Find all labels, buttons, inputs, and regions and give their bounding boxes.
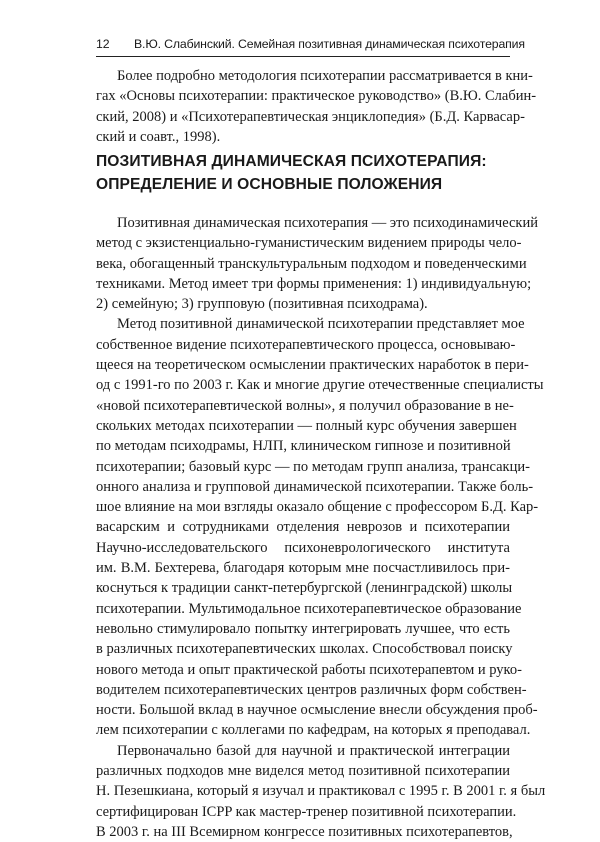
page-number: 12: [96, 37, 110, 51]
text-line: В 2003 г. на III Всемирном конгрессе позитивных психотерапевтов,: [96, 823, 513, 840]
text-line: невольно стимулировало попытку интегрировать лучшее, что есть: [96, 620, 510, 637]
body-text: [96, 213, 546, 842]
section-heading: [96, 150, 510, 196]
text-line: шое влияние на мои взгляды оказало общение с профессором Б.Д. Кар-: [96, 499, 539, 516]
running-title: В.Ю. Слабинский. Семейная позитивная динамическая психотерапия: [134, 37, 525, 51]
text-line: в различных психотерапевтических школах. Способствовал поиску: [96, 641, 513, 658]
text-line: Более подробно методология психотерапии рассматривается в кни-: [117, 68, 533, 84]
text-line: сертифицирован ICPP как мастер-тренер позитивной психотерапии.: [96, 803, 517, 820]
text-line: скольких методах психотерапии — полный курс обучения завершен: [96, 417, 517, 434]
text-line: по методам психодрамы, НЛП, клиническом гипнозе и позитивной: [96, 438, 511, 455]
text-line: од с 1991-го по 2003 г. Как и многие другие отечественные специалисты: [96, 377, 544, 394]
intro-paragraph: [96, 66, 537, 147]
running-head: [96, 37, 525, 51]
text-line: собственное видение психотерапевтического процесса, основываю-: [96, 336, 516, 353]
text-line: техниками. Метод имеет три формы применения: 1) индивидуальную;: [96, 275, 532, 292]
text-line: Научно-исследовательского психоневрологического института: [96, 539, 510, 556]
text-line: различных подходов мне виделся метод позитивной психотерапии: [96, 763, 510, 780]
text-line: щееся на теоретическом осмыслении практических наработок в пери-: [96, 357, 529, 374]
text-line: водителем психотерапевтических центров различных форм собствен-: [96, 681, 527, 698]
section-heading-line: ОПРЕДЕЛЕНИЕ И ОСНОВНЫЕ ПОЛОЖЕНИЯ: [96, 176, 443, 193]
text-line: Первоначально базой для научной и практической интеграции: [117, 742, 510, 759]
text-line: онного анализа и групповой динамической психотерапии. Также боль-: [96, 478, 534, 495]
text-line: века, обогащенный транскультуральным подходом и поведенческими: [96, 255, 527, 272]
text-line: ности. Большой вклад в научное осмысление внесли обсуждения проб-: [96, 702, 538, 719]
text-line: психотерапии; базовый курс — по методам групп анализа, трансакци-: [96, 458, 530, 475]
text-line: васарским и сотрудниками отделения неврозов и психотерапии: [96, 519, 510, 536]
text-line: им. В.М. Бехтерева, благодаря которым мне посчастливилось при-: [96, 560, 510, 577]
header-rule: [96, 56, 510, 57]
text-line: ский, 2008) и «Психотерапевтическая энциклопедия» (Б.Д. Карвасар-: [96, 108, 525, 125]
text-line: психотерапии. Мультимодальное психотерапевтическое образование: [96, 600, 522, 617]
text-line: 2) семейную; 3) групповую (позитивная психодрама).: [96, 296, 428, 313]
text-line: коснуться к традиции санкт-петербургской (ленинградской) школы: [96, 580, 513, 597]
text-line: Н. Пезешкиана, который я изучал и практиковал с 1995 г. В 2001 г. я был: [96, 783, 546, 800]
text-line: нового метода и опыт практической работы психотерапевтом и руко-: [96, 661, 522, 678]
text-line: «новой психотерапевтической волны», я получил образование в не-: [96, 397, 514, 414]
text-line: Метод позитивной динамической психотерапии представляет мое: [117, 316, 525, 333]
section-heading-line: ПОЗИТИВНАЯ ДИНАМИЧЕСКАЯ ПСИХОТЕРАПИЯ:: [96, 153, 487, 170]
text-line: метод с экзистенциально-гуманистическим видением природы чело-: [96, 235, 522, 252]
text-line: гах «Основы психотерапии: практическое руководство» (В.Ю. Слабин-: [96, 88, 537, 105]
text-line: лем психотерапии с коллегами по кафедрам, на которых я преподавал.: [96, 722, 531, 739]
text-line: Позитивная динамическая психотерапия — это психодинамический: [117, 215, 538, 231]
text-line: ский и соавт., 1998).: [96, 128, 221, 145]
